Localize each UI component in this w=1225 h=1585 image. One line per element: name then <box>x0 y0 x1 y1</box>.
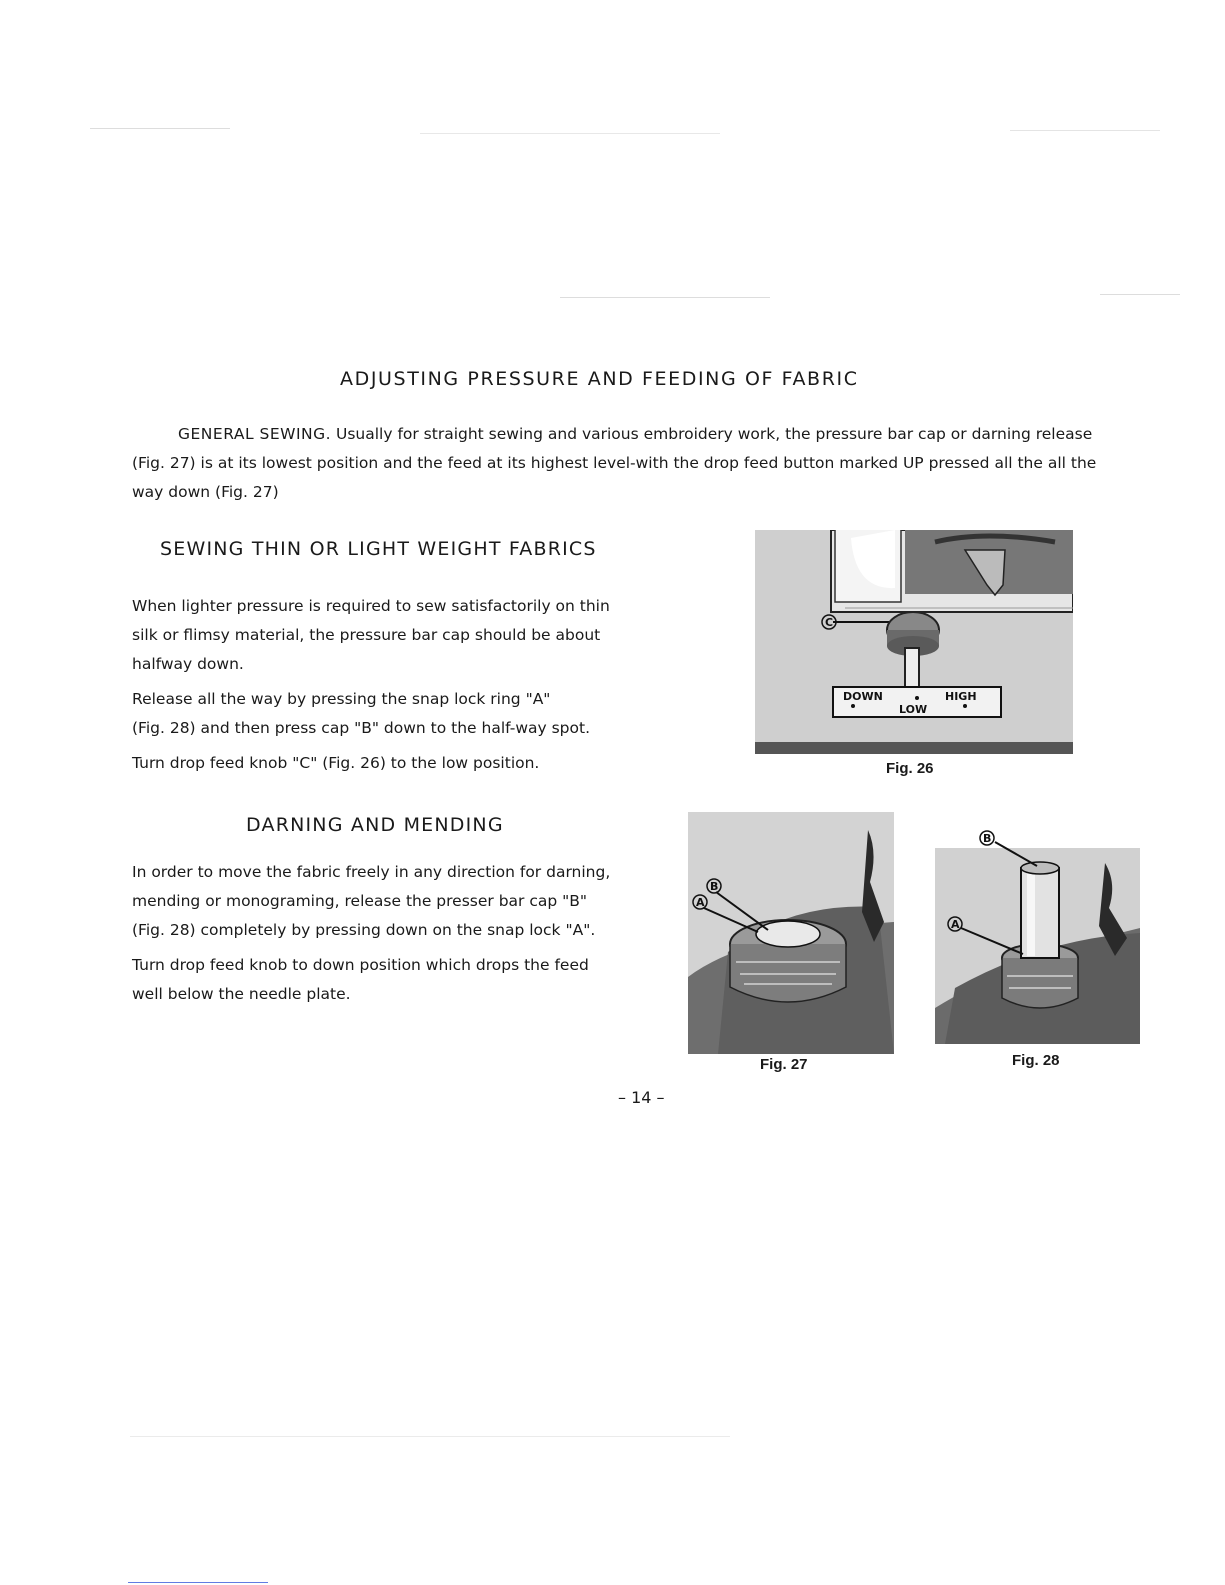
fig28-label-b: B <box>983 832 992 845</box>
fig26-label-c: C <box>825 616 834 629</box>
darning-section <box>132 858 652 1009</box>
fig26-dial-low: LOW <box>899 703 928 716</box>
general-sewing-line1: Usually for straight sewing and various embroidery work, the pressure bar cap or darning release <box>331 425 1093 443</box>
section-heading-thin-fabrics: SEWING THIN OR LIGHT WEIGHT FABRICS <box>160 538 597 560</box>
darning-paragraph-1: In order to move the fabric freely in any direction for darning, mending or monograming, release the presser bar cap "B" (Fig. 28) completely by pressing down on the snap lock "A". <box>132 863 611 939</box>
general-sewing-paragraph <box>132 420 1142 507</box>
darning-paragraph-2: Turn drop feed knob to down position which drops the feed well below the needle plate. <box>132 956 589 1003</box>
thin-fabrics-paragraph-1: When lighter pressure is required to sew satisfactorily on thin silk or flimsy material, the pressure bar cap should be about halfway down. <box>132 597 610 673</box>
page-title: ADJUSTING PRESSURE AND FEEDING OF FABRIC <box>340 368 859 390</box>
fig27-label-b: B <box>710 880 719 893</box>
figure-27-caption: Fig. 27 <box>760 1056 808 1073</box>
fig28-label-a: A <box>951 918 960 931</box>
figure-28-caption: Fig. 28 <box>1012 1052 1060 1069</box>
figure-28-photo <box>935 808 1140 1044</box>
thin-fabrics-paragraph-2: Release all the way by pressing the snap lock ring "A" (Fig. 28) and then press cap "B" down to the half-way spot. <box>132 690 591 737</box>
figure-27-photo <box>688 812 894 1054</box>
general-sewing-lead: GENERAL SEWING. <box>178 425 332 443</box>
section-heading-darning: DARNING AND MENDING <box>246 814 504 836</box>
thin-fabrics-paragraph-3: Turn drop feed knob "C" (Fig. 26) to the low position. <box>132 754 540 772</box>
page-number: – 14 – <box>618 1088 665 1107</box>
figure-26-caption: Fig. 26 <box>886 760 934 777</box>
general-sewing-line3: way down (Fig. 27) <box>132 483 279 501</box>
general-sewing-line2: (Fig. 27) is at its lowest position and the feed at its highest level-with the drop feed button marked UP pressed all the all the <box>132 454 1097 472</box>
fig26-dial-high: HIGH <box>945 690 977 703</box>
thin-fabrics-section <box>132 592 652 778</box>
fig27-label-a: A <box>696 896 705 909</box>
fig26-dial-down: DOWN <box>843 690 883 703</box>
figure-26-photo <box>755 530 1073 760</box>
